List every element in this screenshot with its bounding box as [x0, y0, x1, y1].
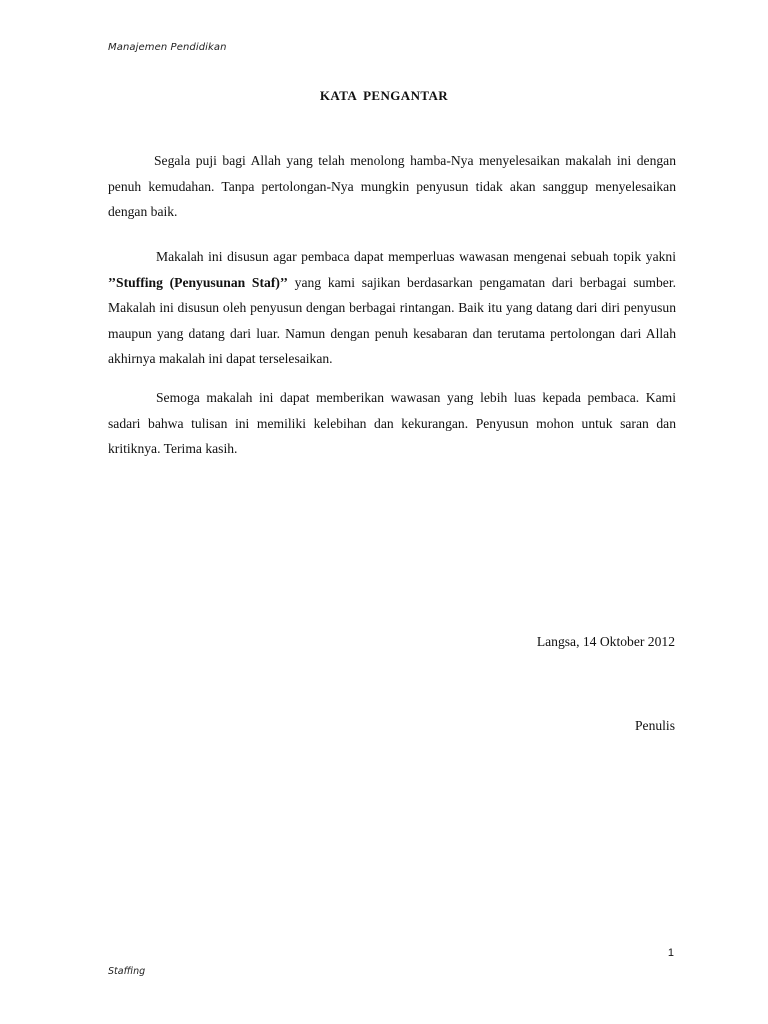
- author-signature: Penulis: [634, 718, 675, 733]
- page-title: KATA PENGANTAR: [319, 88, 449, 103]
- running-footer: Staffing: [108, 966, 146, 977]
- paragraph-1: [108, 148, 676, 225]
- paragraph-3: [108, 385, 676, 462]
- paragraph-2: [108, 244, 676, 372]
- running-header: Manajemen Pendidikan: [108, 42, 227, 53]
- paragraph-2-before: Makalah ini disusun agar pembaca dapat memperluas wawasan mengenai sebuah topik yakni: [156, 249, 676, 264]
- paragraph-2-after: yang kami sajikan berdasarkan pengamatan dari berbagai sumber. Makalah ini disusun oleh penyusun dengan berbagai rintangan. Baik itu yang datang dari diri penyusun maupun yang datang dari luar. Namun dengan penuh kesabaran dan terutama pertolongan dari Allah akhirnya makalah ini dapat terselesaikan.: [108, 274, 676, 366]
- place-date: Langsa, 14 Oktober 2012: [536, 634, 675, 649]
- paragraph-3-text: Semoga makalah ini dapat memberikan wawasan yang lebih luas kepada pembaca. Kami sadari bahwa tulisan ini memiliki kelebihan dan kekurangan. Penyusun mohon untuk saran dan kritiknya. Terima kasih.: [108, 390, 676, 456]
- paragraph-1-text: Segala puji bagi Allah yang telah menolong hamba-Nya menyelesaikan makalah ini dengan penuh kemudahan. Tanpa pertolongan-Nya mungkin penyusun tidak akan sanggup menyelesaikan dengan baik.: [108, 153, 676, 219]
- page-number: 1: [667, 947, 674, 959]
- paragraph-2-text: [108, 244, 676, 372]
- topic-emphasis: ’’Stuffing (Penyusunan Staf)’’: [108, 274, 288, 290]
